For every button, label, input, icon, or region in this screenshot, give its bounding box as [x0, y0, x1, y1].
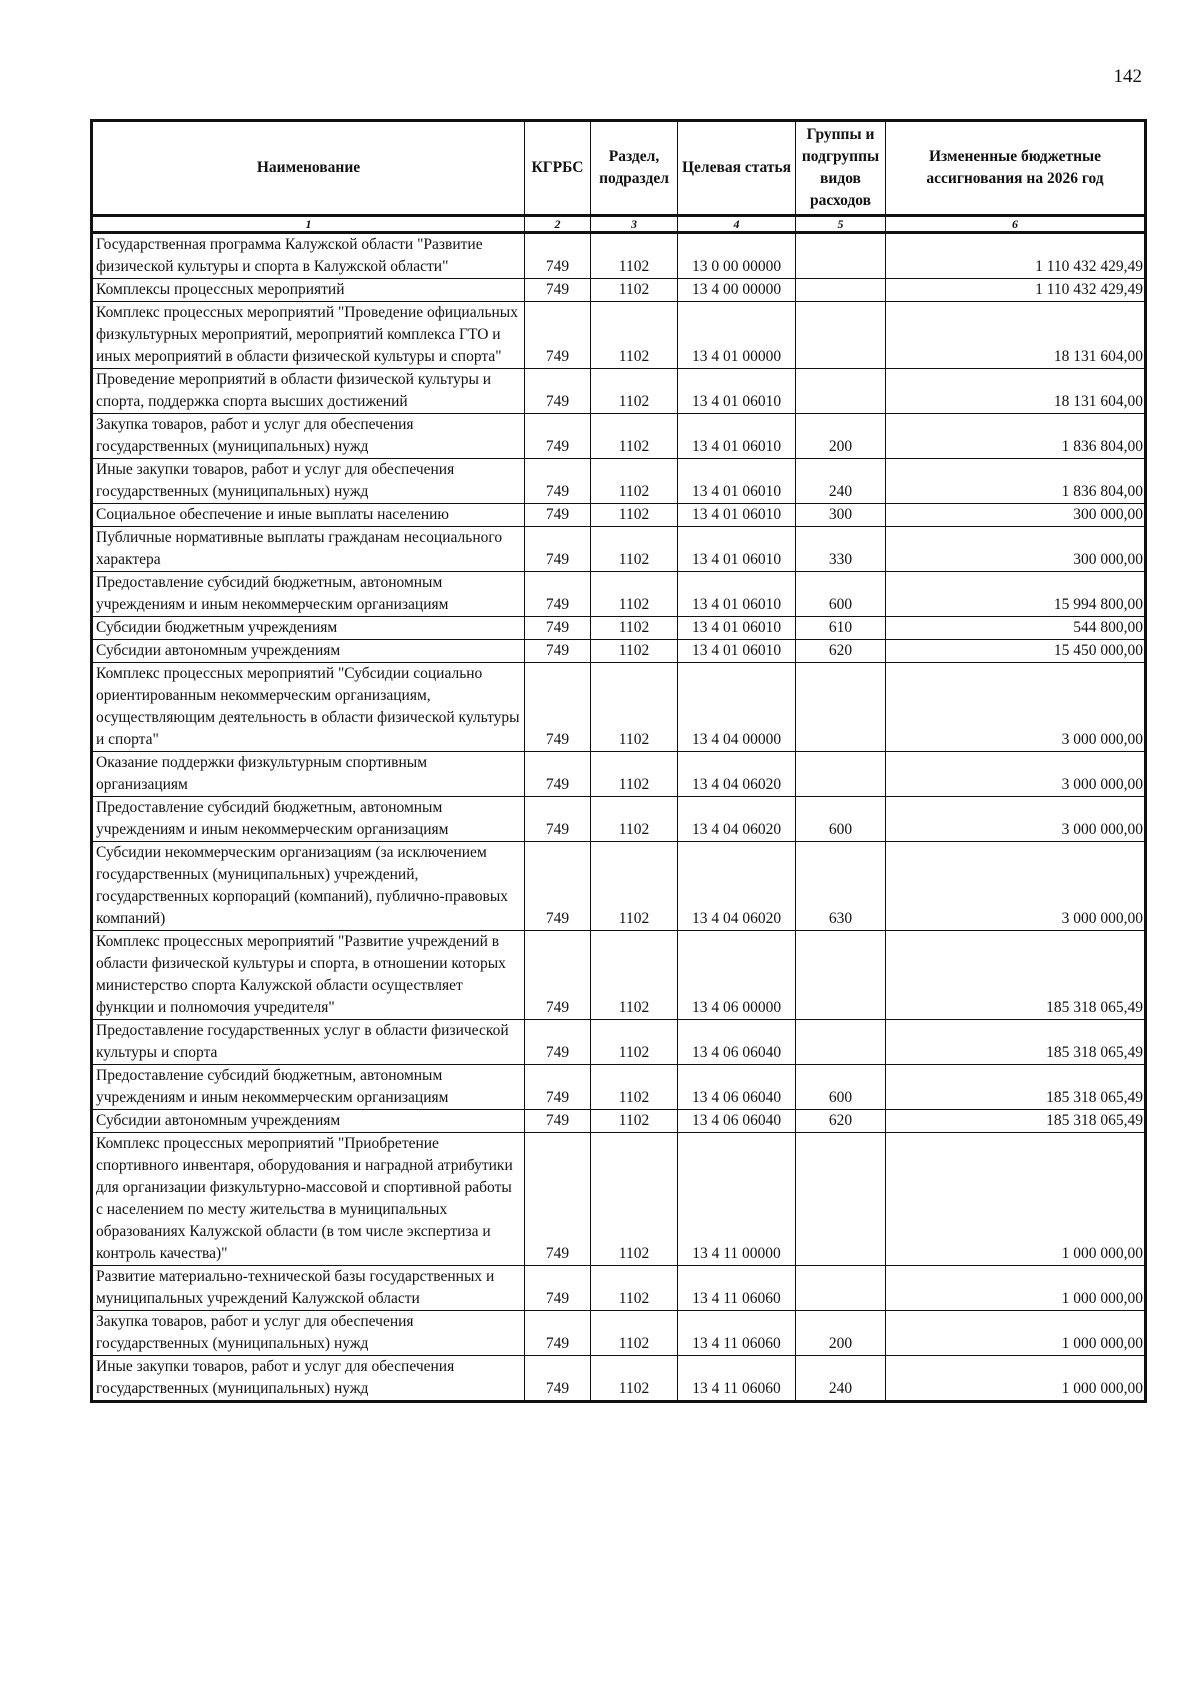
header-amount: Измененные бюджетные ассигнования на 2026 год [886, 121, 1146, 216]
cell-name: Иные закупки товаров, работ и услуг для обеспечения государственных (муниципальных) нужд [92, 1356, 525, 1402]
cell-section: 1102 [591, 414, 678, 459]
table-row [92, 1110, 1146, 1133]
cell-kgrbs: 749 [525, 640, 591, 663]
cell-group: 620 [796, 1110, 886, 1133]
cell-name: Развитие материально-технической базы государственных и муниципальных учреждений Калужской области [92, 1266, 525, 1311]
table-row [92, 279, 1146, 302]
cell-target: 13 4 01 06010 [678, 369, 796, 414]
cell-section: 1102 [591, 1266, 678, 1311]
cell-kgrbs: 749 [525, 459, 591, 504]
cell-name: Комплексы процессных мероприятий [92, 279, 525, 302]
column-number-row [92, 216, 1146, 233]
cell-kgrbs: 749 [525, 1065, 591, 1110]
cell-section: 1102 [591, 797, 678, 842]
cell-section: 1102 [591, 617, 678, 640]
cell-group: 610 [796, 617, 886, 640]
cell-amount: 1 110 432 429,49 [886, 233, 1146, 279]
table-row [92, 931, 1146, 1020]
cell-amount: 185 318 065,49 [886, 931, 1146, 1020]
cell-kgrbs: 749 [525, 842, 591, 931]
cell-section: 1102 [591, 842, 678, 931]
cell-group: 240 [796, 1356, 886, 1402]
table-row [92, 1266, 1146, 1311]
budget-table [90, 119, 1147, 1403]
cell-amount: 544 800,00 [886, 617, 1146, 640]
cell-kgrbs: 749 [525, 369, 591, 414]
cell-kgrbs: 749 [525, 797, 591, 842]
cell-name: Субсидии бюджетным учреждениям [92, 617, 525, 640]
cell-section: 1102 [591, 527, 678, 572]
cell-section: 1102 [591, 663, 678, 752]
column-number: 3 [591, 216, 678, 233]
table-row [92, 527, 1146, 572]
cell-amount: 185 318 065,49 [886, 1020, 1146, 1065]
table-row [92, 1311, 1146, 1356]
cell-name: Комплекс процессных мероприятий "Проведение официальных физкультурных мероприятий, мероприятий комплекса ГТО и иных мероприятий в области физической культуры и спорта" [92, 302, 525, 369]
header-target: Целевая статья [678, 121, 796, 216]
cell-section: 1102 [591, 302, 678, 369]
cell-group [796, 1133, 886, 1266]
table-row [92, 302, 1146, 369]
table-row [92, 842, 1146, 931]
cell-section: 1102 [591, 1356, 678, 1402]
cell-kgrbs: 749 [525, 572, 591, 617]
cell-target: 13 4 04 06020 [678, 842, 796, 931]
cell-section: 1102 [591, 752, 678, 797]
header-row [92, 121, 1146, 216]
cell-name: Социальное обеспечение и иные выплаты населению [92, 504, 525, 527]
column-number: 2 [525, 216, 591, 233]
cell-amount: 300 000,00 [886, 504, 1146, 527]
cell-amount: 185 318 065,49 [886, 1065, 1146, 1110]
table-row [92, 414, 1146, 459]
cell-name: Комплекс процессных мероприятий "Субсидии социально ориентированным некоммерческим организациям, осуществляющим деятельность в области физической культуры и спорта" [92, 663, 525, 752]
column-number: 5 [796, 216, 886, 233]
cell-amount: 3 000 000,00 [886, 663, 1146, 752]
table-row [92, 369, 1146, 414]
table-row [92, 797, 1146, 842]
cell-target: 13 4 06 00000 [678, 931, 796, 1020]
cell-amount: 1 836 804,00 [886, 414, 1146, 459]
cell-name: Проведение мероприятий в области физической культуры и спорта, поддержка спорта высших достижений [92, 369, 525, 414]
cell-target: 13 4 01 06010 [678, 572, 796, 617]
cell-target: 13 4 04 00000 [678, 663, 796, 752]
cell-section: 1102 [591, 1110, 678, 1133]
cell-amount: 1 000 000,00 [886, 1356, 1146, 1402]
cell-group: 300 [796, 504, 886, 527]
cell-name: Комплекс процессных мероприятий "Приобретение спортивного инвентаря, оборудования и наградной атрибутики для организации физкультурно-массовой и спортивной работы с населением по месту жительства в муниципальных образованиях Калужской области (в том числе экспертиза и контроль качества)" [92, 1133, 525, 1266]
cell-section: 1102 [591, 279, 678, 302]
cell-amount: 15 450 000,00 [886, 640, 1146, 663]
cell-target: 13 4 06 06040 [678, 1110, 796, 1133]
page-number: 142 [1113, 66, 1142, 87]
cell-kgrbs: 749 [525, 617, 591, 640]
cell-group: 330 [796, 527, 886, 572]
cell-target: 13 4 11 06060 [678, 1266, 796, 1311]
table-row [92, 572, 1146, 617]
cell-group: 600 [796, 797, 886, 842]
cell-section: 1102 [591, 459, 678, 504]
cell-group [796, 369, 886, 414]
cell-target: 13 4 00 00000 [678, 279, 796, 302]
cell-target: 13 4 04 06020 [678, 797, 796, 842]
cell-name: Предоставление субсидий бюджетным, автономным учреждениям и иным некоммерческим организациям [92, 797, 525, 842]
cell-amount: 1 000 000,00 [886, 1266, 1146, 1311]
cell-name: Государственная программа Калужской области "Развитие физической культуры и спорта в Калужской области" [92, 233, 525, 279]
cell-group [796, 302, 886, 369]
cell-name: Предоставление государственных услуг в области физической культуры и спорта [92, 1020, 525, 1065]
cell-target: 13 4 01 06010 [678, 527, 796, 572]
cell-kgrbs: 749 [525, 1020, 591, 1065]
cell-name: Предоставление субсидий бюджетным, автономным учреждениям и иным некоммерческим организациям [92, 572, 525, 617]
cell-name: Субсидии автономным учреждениям [92, 640, 525, 663]
cell-group: 200 [796, 1311, 886, 1356]
cell-kgrbs: 749 [525, 233, 591, 279]
cell-target: 13 4 11 06060 [678, 1356, 796, 1402]
cell-group [796, 931, 886, 1020]
cell-group [796, 752, 886, 797]
cell-target: 13 4 01 06010 [678, 617, 796, 640]
cell-section: 1102 [591, 640, 678, 663]
table-row [92, 640, 1146, 663]
cell-kgrbs: 749 [525, 1266, 591, 1311]
table-row [92, 459, 1146, 504]
cell-amount: 1 000 000,00 [886, 1133, 1146, 1266]
header-groups: Группы и подгруппы видов расходов [796, 121, 886, 216]
cell-kgrbs: 749 [525, 931, 591, 1020]
cell-section: 1102 [591, 1133, 678, 1266]
cell-name: Иные закупки товаров, работ и услуг для обеспечения государственных (муниципальных) нужд [92, 459, 525, 504]
header-section: Раздел, подраздел [591, 121, 678, 216]
cell-target: 13 4 01 06010 [678, 414, 796, 459]
cell-kgrbs: 749 [525, 1356, 591, 1402]
table-row [92, 233, 1146, 279]
cell-kgrbs: 749 [525, 279, 591, 302]
cell-group [796, 279, 886, 302]
cell-section: 1102 [591, 233, 678, 279]
cell-target: 13 4 01 06010 [678, 640, 796, 663]
cell-target: 13 4 06 06040 [678, 1065, 796, 1110]
cell-kgrbs: 749 [525, 527, 591, 572]
cell-amount: 18 131 604,00 [886, 302, 1146, 369]
cell-kgrbs: 749 [525, 414, 591, 459]
cell-section: 1102 [591, 504, 678, 527]
table-row [92, 752, 1146, 797]
table-row [92, 1020, 1146, 1065]
cell-group [796, 1266, 886, 1311]
cell-target: 13 4 01 06010 [678, 504, 796, 527]
cell-kgrbs: 749 [525, 504, 591, 527]
cell-target: 13 4 04 06020 [678, 752, 796, 797]
cell-group: 600 [796, 572, 886, 617]
cell-section: 1102 [591, 1065, 678, 1110]
cell-amount: 15 994 800,00 [886, 572, 1146, 617]
cell-target: 13 4 01 06010 [678, 459, 796, 504]
cell-amount: 300 000,00 [886, 527, 1146, 572]
cell-target: 13 0 00 00000 [678, 233, 796, 279]
cell-name: Оказание поддержки физкультурным спортивным организациям [92, 752, 525, 797]
cell-group: 240 [796, 459, 886, 504]
cell-amount: 18 131 604,00 [886, 369, 1146, 414]
column-number: 1 [92, 216, 525, 233]
cell-section: 1102 [591, 572, 678, 617]
cell-name: Закупка товаров, работ и услуг для обеспечения государственных (муниципальных) нужд [92, 414, 525, 459]
table-row [92, 1356, 1146, 1402]
cell-group [796, 1020, 886, 1065]
cell-section: 1102 [591, 931, 678, 1020]
header-name: Наименование [92, 121, 525, 216]
column-number: 6 [886, 216, 1146, 233]
cell-target: 13 4 06 06040 [678, 1020, 796, 1065]
cell-kgrbs: 749 [525, 1311, 591, 1356]
cell-amount: 3 000 000,00 [886, 797, 1146, 842]
cell-group: 620 [796, 640, 886, 663]
cell-name: Субсидии автономным учреждениям [92, 1110, 525, 1133]
cell-section: 1102 [591, 369, 678, 414]
cell-target: 13 4 11 00000 [678, 1133, 796, 1266]
cell-kgrbs: 749 [525, 302, 591, 369]
cell-amount: 1 110 432 429,49 [886, 279, 1146, 302]
cell-amount: 185 318 065,49 [886, 1110, 1146, 1133]
cell-group [796, 663, 886, 752]
cell-name: Публичные нормативные выплаты гражданам несоциального характера [92, 527, 525, 572]
cell-kgrbs: 749 [525, 1133, 591, 1266]
table-row [92, 1065, 1146, 1110]
cell-name: Предоставление субсидий бюджетным, автономным учреждениям и иным некоммерческим организациям [92, 1065, 525, 1110]
cell-group: 630 [796, 842, 886, 931]
cell-name: Субсидии некоммерческим организациям (за исключением государственных (муниципальных) учреждений, государственных корпораций (компаний), публично-правовых компаний) [92, 842, 525, 931]
cell-group [796, 233, 886, 279]
header-kgrbs: КГРБС [525, 121, 591, 216]
cell-amount: 3 000 000,00 [886, 842, 1146, 931]
table-row [92, 1133, 1146, 1266]
table-row [92, 504, 1146, 527]
table-row [92, 617, 1146, 640]
cell-name: Закупка товаров, работ и услуг для обеспечения государственных (муниципальных) нужд [92, 1311, 525, 1356]
cell-target: 13 4 01 00000 [678, 302, 796, 369]
table-row [92, 663, 1146, 752]
cell-group: 600 [796, 1065, 886, 1110]
cell-amount: 1 000 000,00 [886, 1311, 1146, 1356]
cell-amount: 3 000 000,00 [886, 752, 1146, 797]
cell-kgrbs: 749 [525, 1110, 591, 1133]
cell-name: Комплекс процессных мероприятий "Развитие учреждений в области физической культуры и спорта, в отношении которых министерство спорта Калужской области осуществляет функции и полномочия учредителя" [92, 931, 525, 1020]
column-number: 4 [678, 216, 796, 233]
cell-section: 1102 [591, 1311, 678, 1356]
cell-group: 200 [796, 414, 886, 459]
cell-section: 1102 [591, 1020, 678, 1065]
cell-kgrbs: 749 [525, 752, 591, 797]
cell-kgrbs: 749 [525, 663, 591, 752]
cell-target: 13 4 11 06060 [678, 1311, 796, 1356]
cell-amount: 1 836 804,00 [886, 459, 1146, 504]
